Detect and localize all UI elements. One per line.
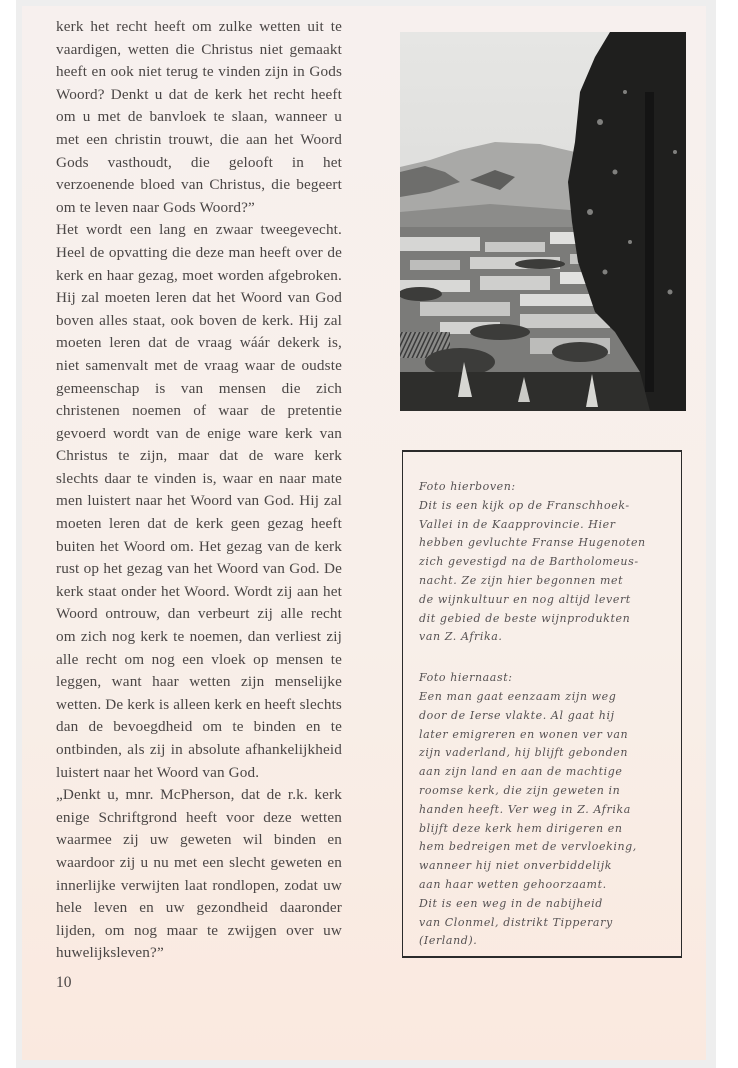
caption-line: Dit is een kijk op de Franschhoek- [419,498,630,512]
caption-line: Een man gaat eenzaam zijn weg [419,689,617,703]
caption-line: nacht. Ze zijn hier begonnen met [419,573,624,587]
magazine-page [22,6,706,1060]
caption-above [419,478,675,647]
paragraph: Het wordt een lang en zwaar tweegevecht. Heel de opvatting die deze man heeft over de kerk en haar gezag, moet worden afgebroken. Hij zal moeten leren dat het Woord van God boven alles staat, ook boven de kerk. Hij zal moeten leren dat de vraag wáár dekerk is, niet samenvalt met de vraag waar de oudste gemeenschap is van mensen die zich christenen noemen of waar de pretentie gevoerd wordt van de enige ware kerk van Christus te zijn, maar dat de ware kerk slechts daar te vinden is, waar en naar mate men luistert naar het Woord van God. Hij zal moeten leren dat de kerk geen gezag heeft buiten het Woord om. Het gezag van de kerk rust op het gezag van het Woord van God. De kerk staat onder het Woord. Wordt zij aan het Woord ontrouw, dan verbeurt zij alle recht om zich nog kerk te noemen, dan verliest zij alle recht om nog een vloek op mensen te leggen, want haar wetten zijn menselijke wetten. De kerk is alleen kerk en heeft slechts dan de bevoegdheid om te binden en te ontbinden, als zij in absolute afhankelijkheid luistert naar het Woord van God. [56,221,342,781]
caption-line: hem bedreigen met de vervloeking, [419,840,637,854]
caption-line: hebben gevluchte Franse Hugenoten [419,536,646,550]
caption-box [402,450,682,958]
page-number: 10 [56,974,72,991]
caption-line: later emigreren en wonen ver van [419,727,629,741]
caption-line: zijn vaderland, hij blijft gebonden [419,746,629,760]
paragraph: kerk het recht heeft om zulke wetten uit te vaardigen, wetten die Christus niet gemaakt heeft en ook niet terug te vinden zijn in Gods Woord? Denkt u dat de kerk het recht heeft om u met de banvloek te slaan, wanneer u met een christin trouwt, die aan het Woord Gods vasthoudt, die gelooft in het verzoenende bloed van Christus, die begeert om te leven naar Gods Woord?” [56,18,342,216]
caption-line: dit gebied de beste wijnprodukten [419,611,631,625]
photo-captions [419,478,675,951]
caption-line: handen heeft. Ver weg in Z. Afrika [419,802,631,816]
caption-line: van Z. Afrika. [419,630,503,644]
caption-heading: Foto hierboven: [419,480,516,493]
caption-line: Dit is een weg in de nabijheid [419,896,603,910]
caption-line: Vallei in de Kaapprovincie. Hier [419,517,616,531]
valley-photo [400,32,686,411]
paragraph: „Denkt u, mnr. McPherson, dat de r.k. kerk enige Schriftgrond heeft voor deze wetten waarmee zij uw geweten wil binden en waardoor zij u nu met een slecht geweten en innerlijke verwijten laat rondlopen, zodat uw hele leven en uw gezondheid daaronder lijden, om nog maar te zwijgen over uw huwelijksleven?” [56,786,342,962]
caption-line: roomse kerk, die zijn geweten in [419,783,621,797]
caption-line: (Ierland). [419,934,478,948]
caption-line: zich gevestigd na de Bartholomeus- [419,555,639,569]
caption-line: blijft deze kerk hem dirigeren en [419,821,623,835]
article-body [56,16,342,965]
caption-line: aan haar wetten gehoorzaamt. [419,877,607,891]
caption-line: aan zijn land en aan de machtige [419,765,623,779]
caption-line: van Clonmel, distrikt Tipperary [419,915,613,929]
caption-beside [419,669,675,951]
caption-line: door de Ierse vlakte. Al gaat hij [419,708,615,722]
photo-illustration [400,32,686,411]
caption-line: de wijnkultuur en nog altijd levert [419,592,631,606]
caption-heading: Foto hiernaast: [419,671,513,685]
caption-line: wanneer hij niet onverbiddelijk [419,859,613,873]
